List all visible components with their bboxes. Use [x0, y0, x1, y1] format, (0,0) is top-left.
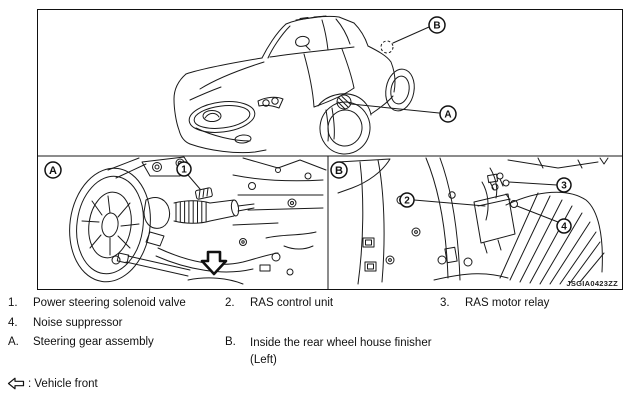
- detail-b-callout-2: [400, 193, 485, 207]
- overview-callout-b-label: B: [433, 20, 441, 32]
- legend-label-b: Inside the rear wheel house finisher (Left): [250, 337, 432, 366]
- detail-a-callout-1: [177, 162, 200, 189]
- overview-panel: [174, 16, 456, 157]
- overview-callout-b: [393, 17, 445, 43]
- panel-a-label: A: [49, 164, 57, 177]
- legend-label-3: RAS motor relay: [465, 297, 550, 309]
- power-steering-solenoid-valve: [195, 187, 213, 199]
- steering-gear-illustration: [62, 157, 326, 287]
- callout-1-label: 1: [181, 164, 187, 176]
- detail-b-callout-4: [517, 206, 571, 233]
- callout-2-label: 2: [404, 195, 410, 207]
- figure-frame: [37, 9, 623, 290]
- overview-callout-a: [351, 104, 456, 122]
- location-marker-b: [381, 41, 393, 53]
- legend-label-a: Steering gear assembly: [33, 336, 154, 348]
- legend-key-b: B.: [225, 336, 236, 348]
- legend-key-4: 4.: [8, 317, 18, 329]
- legend-key-3: 3.: [440, 297, 450, 309]
- detail-b-callout-3: [509, 178, 571, 192]
- figure-art: [38, 10, 622, 289]
- vehicle-front-arrow-icon: [7, 377, 25, 390]
- vehicle-front-note: [7, 377, 98, 390]
- ras-control-unit: [474, 194, 515, 253]
- car-illustration: [174, 16, 417, 157]
- detail-panel-a: [45, 157, 326, 287]
- ras-motor-relay: [488, 173, 509, 190]
- callout-4-label: 4: [561, 221, 567, 233]
- overview-callout-a-label: A: [444, 109, 452, 121]
- legend-label-2: RAS control unit: [250, 297, 334, 309]
- legend-label-4: Noise suppressor: [33, 317, 123, 329]
- legend-label-1: Power steering solenoid valve: [33, 297, 186, 309]
- legend-key-2: 2.: [225, 297, 235, 309]
- figure-code: JSGIA0423ZZ: [566, 279, 618, 288]
- legend-key-1: 1.: [8, 297, 18, 309]
- panel-b-label: B: [335, 164, 343, 177]
- legend-key-a: A.: [8, 336, 19, 348]
- callout-3-label: 3: [561, 180, 567, 192]
- detail-panel-b: [331, 158, 618, 288]
- vehicle-front-label: : Vehicle front: [28, 377, 98, 390]
